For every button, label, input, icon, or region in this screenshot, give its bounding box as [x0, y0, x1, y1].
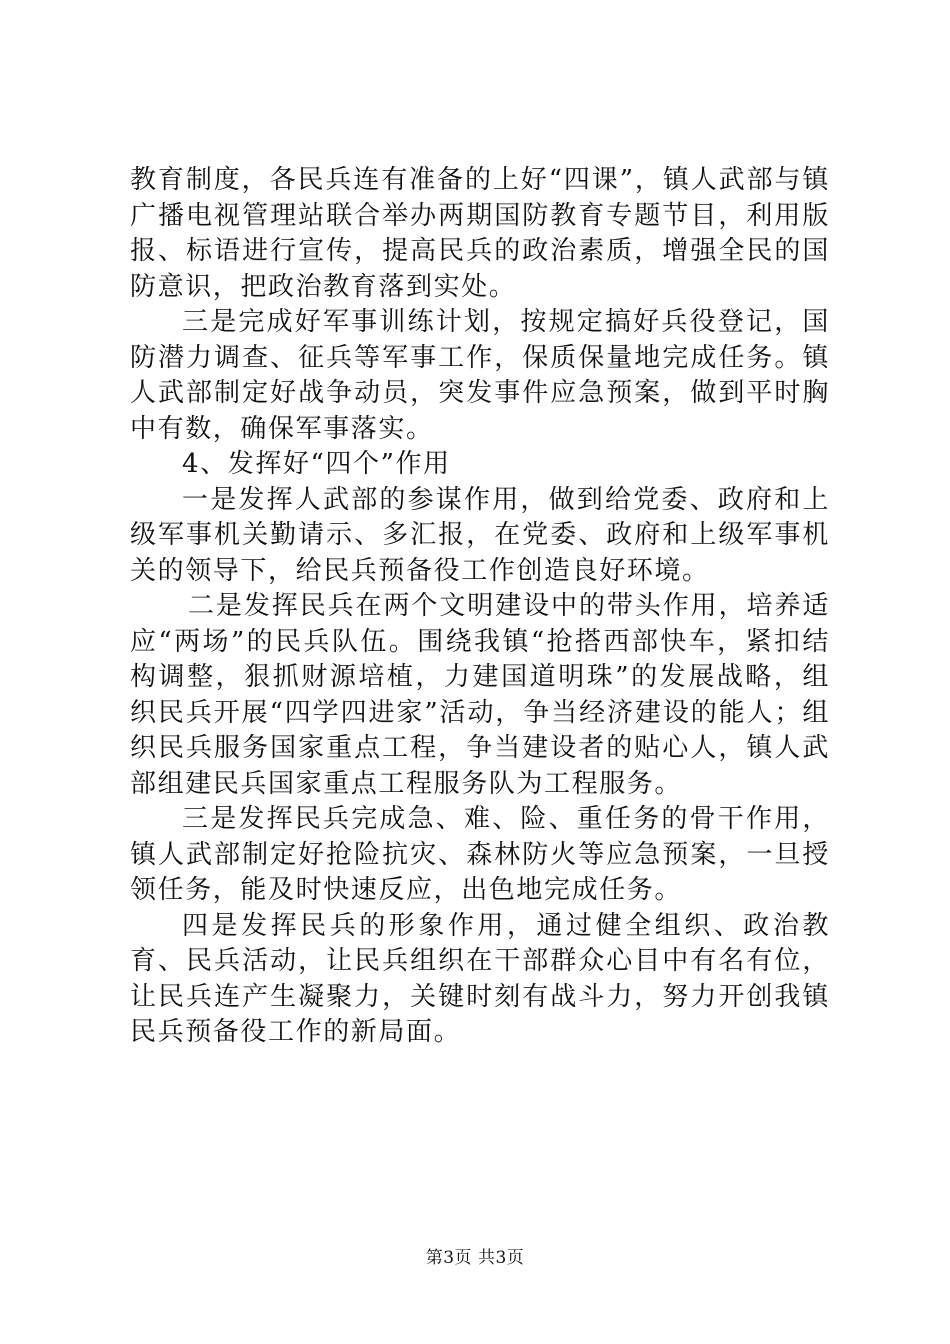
paragraph-backbone-role: 三是发挥民兵完成急、难、险、重任务的骨干作用，镇人武部制定好抢险抗灾、森林防火等应急预案，一旦授领任务，能及时快速反应，出色地完成任务。 [130, 804, 830, 905]
document-body [130, 163, 830, 1051]
paragraph-military-training: 三是完成好军事训练计划，按规定搞好兵役登记，国防潜力调查、征兵等军事工作，保质保量地完成任务。镇人武部制定好战争动员，突发事件应急预案，做到平时胸中有数，确保军事落实。 [130, 307, 830, 444]
paragraph-political-education-continued: 教育制度，各民兵连有准备的上好“四课”，镇人武部与镇广播电视管理站联合举办两期国防教育专题节目，利用版报、标语进行宣传，提高民兵的政治素质，增强全民的国防意识，把政治教育落到实处。 [130, 165, 830, 302]
section-heading-four-roles: 4、发挥好“四个”作用 [182, 449, 451, 479]
paragraph-leading-role: 二是发挥民兵在两个文明建设中的带头作用，培养适应“两场”的民兵队伍。围绕我镇“抢搭西部快车，紧扣结构调整，狠抓财源培植，力建国道明珠”的发展战略，组织民兵开展“四学四进家”活动，争当经济建设的能人；组织民兵服务国家重点工程，争当建设者的贴心人，镇人武部组建民兵国家重点工程服务队为工程服务。 [130, 591, 830, 799]
page-number-footer: 第3页 共3页 [425, 1248, 525, 1268]
paragraph-image-role: 四是发挥民兵的形象作用，通过健全组织、政治教育、民兵活动，让民兵组织在干部群众心目中有名有位，让民兵连产生凝聚力，关键时刻有战斗力，努力开创我镇民兵预备役工作的新局面。 [130, 910, 830, 1047]
paragraph-advisory-role: 一是发挥人武部的参谋作用，做到给党委、政府和上级军事机关勤请示、多汇报，在党委、政府和上级军事机关的领导下，给民兵预备役工作创造良好环境。 [130, 484, 830, 586]
